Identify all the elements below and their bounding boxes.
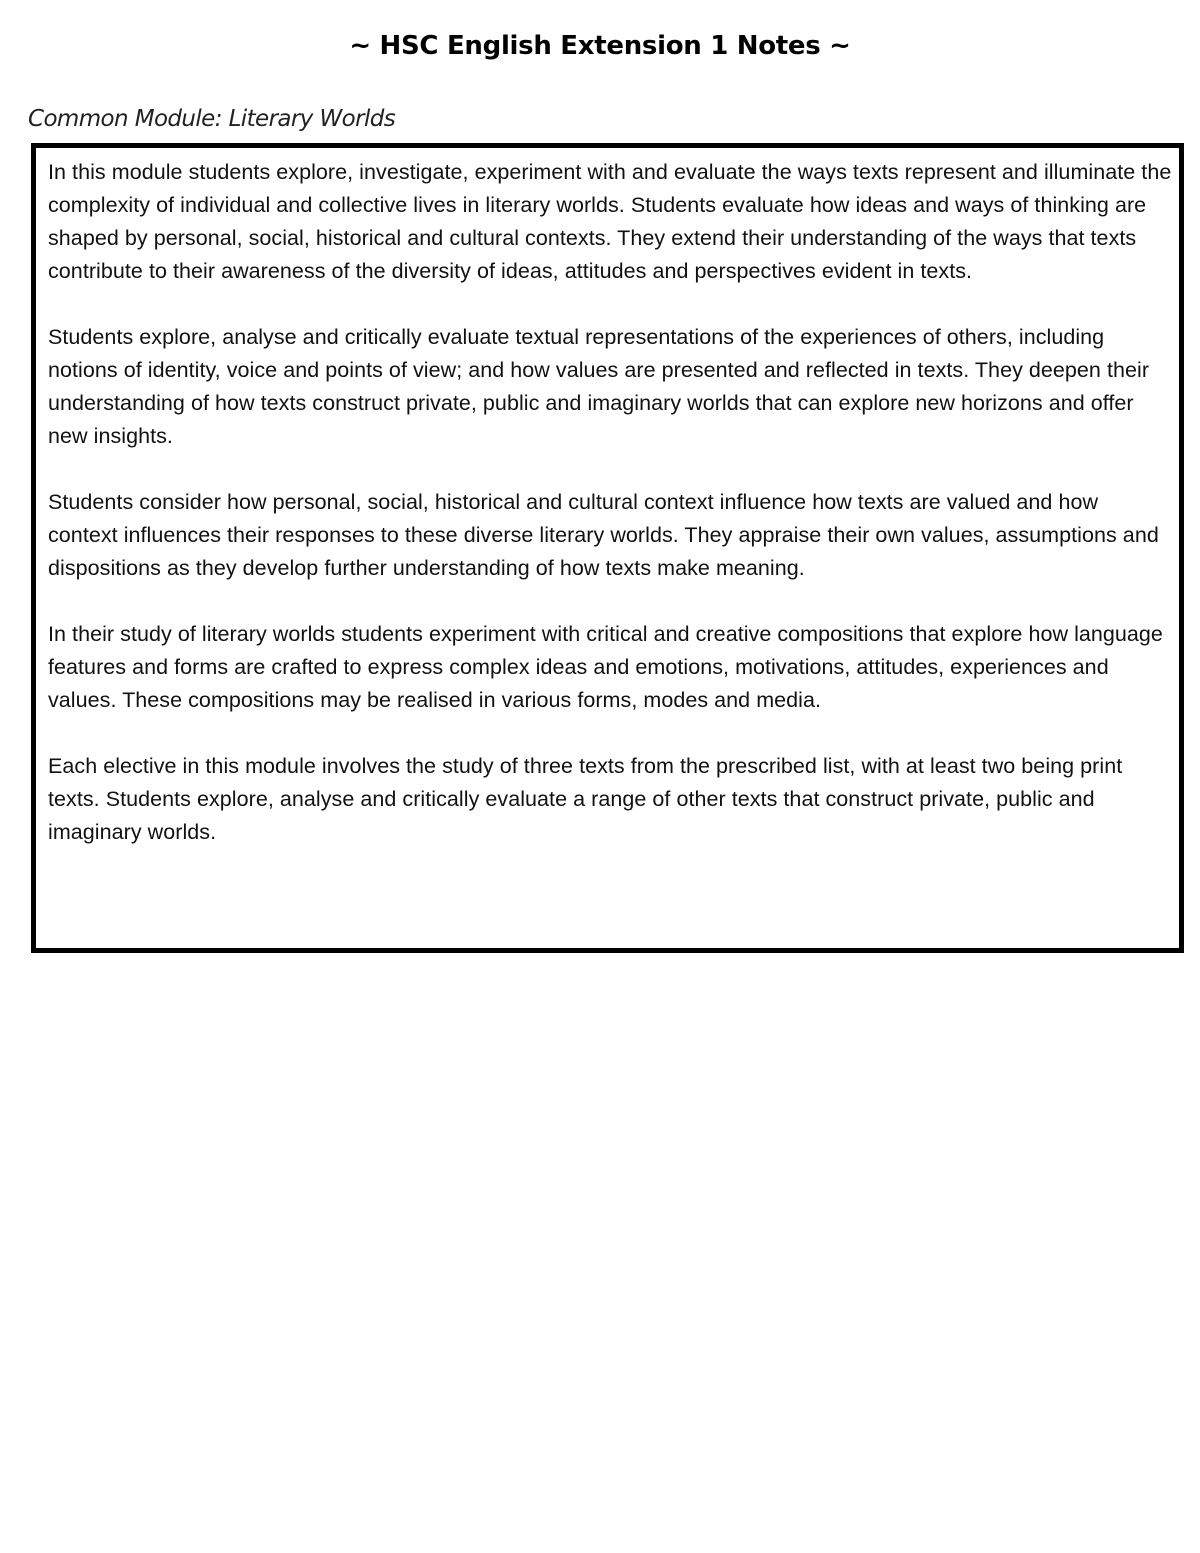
rubric-paragraph-2: Students explore, analyse and critically evaluate textual representations of the experiences of others, including notions of identity, voice and points of view; and how values are presented and reflected in texts. They deepen their understanding of how texts construct private, public and imaginary worlds that can explore new horizons and offer new insights.	[48, 325, 1150, 448]
rubric-paragraph-5: Each elective in this module involves the study of three texts from the prescribed list, with at least two being print texts. Students explore, analyse and critically evaluate a range of other texts that construct private, public and imaginary worlds.	[48, 754, 1123, 844]
rubric-paragraph-1: In this module students explore, investigate, experiment with and evaluate the ways texts represent and illuminate the complexity of individual and collective lives in literary worlds. Students evaluate how ideas and ways of thinking are shaped by personal, social, historical and cultural contexts. They extend their understanding of the ways that texts contribute to their awareness of the diversity of ideas, attitudes and perspectives evident in texts.	[48, 160, 1172, 283]
page-title: ~ HSC English Extension 1 Notes ~	[349, 31, 851, 61]
rubric-paragraph-3: Students consider how personal, social, historical and cultural context influence how texts are valued and how context influences their responses to these diverse literary worlds. They appraise their own values, assumptions and dispositions as they develop further understanding of how texts make meaning.	[48, 490, 1159, 580]
module-subtitle: Common Module: Literary Worlds	[28, 106, 396, 132]
rubric-paragraph-4: In their study of literary worlds students experiment with critical and creative compositions that explore how language features and forms are crafted to express complex ideas and emotions, motivations, attitudes, experiences and values. These compositions may be realised in various forms, modes and media.	[48, 622, 1163, 712]
module-rubric-box	[31, 143, 1184, 953]
